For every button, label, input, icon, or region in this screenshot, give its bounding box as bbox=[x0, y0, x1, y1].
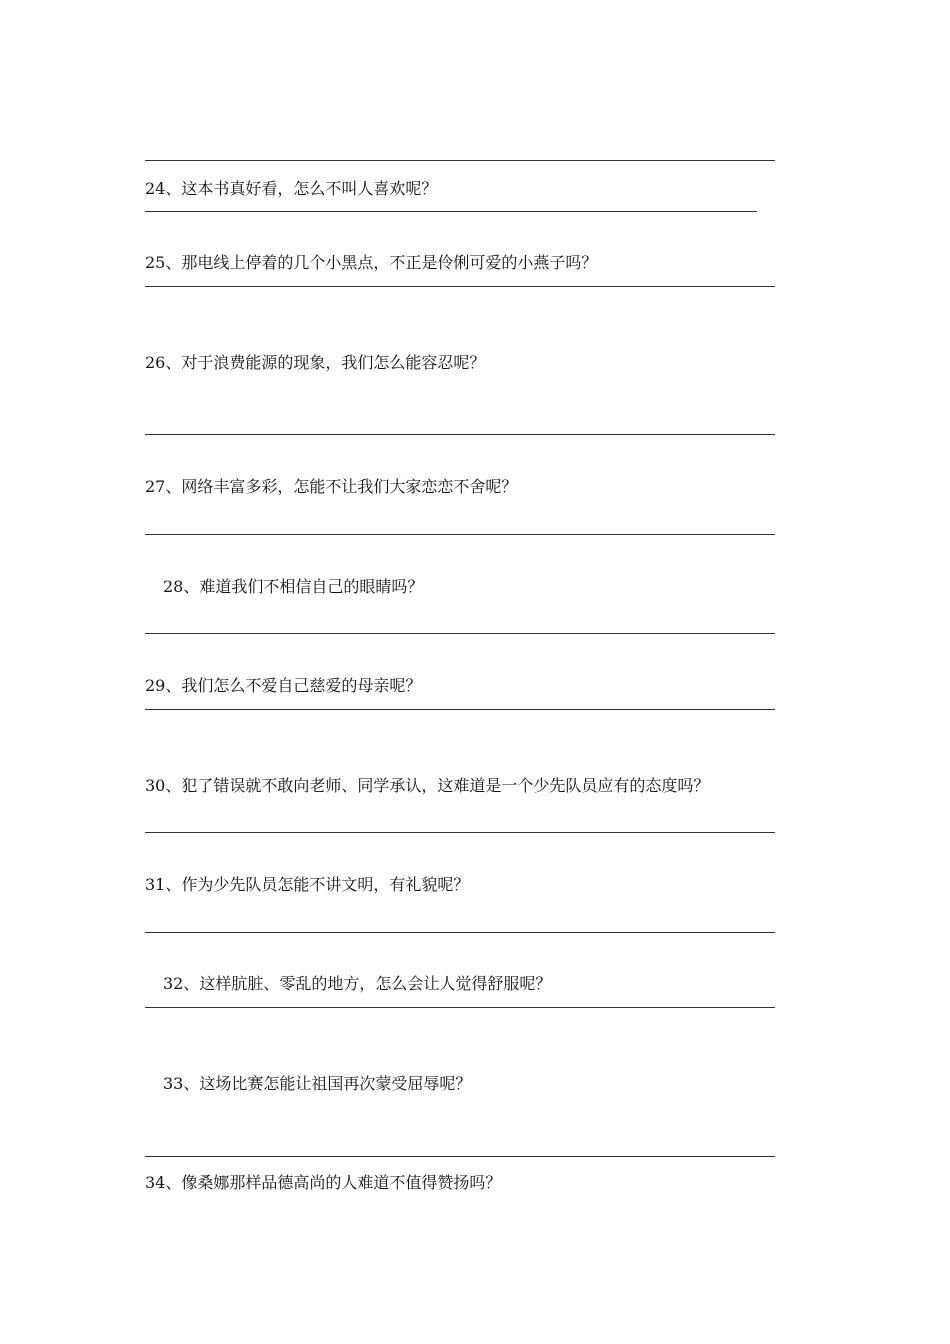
question-25: 25、那电线上停着的几个小黑点，不正是伶俐可爱的小燕子吗？ bbox=[145, 253, 598, 272]
question-32: 32、这样肮脏、零乱的地方，怎么会让人觉得舒服呢？ bbox=[163, 974, 552, 993]
question-24: 24、这本书真好看，怎么不叫人喜欢呢？ bbox=[145, 179, 438, 198]
answer-line bbox=[145, 534, 775, 535]
answer-line bbox=[145, 1007, 775, 1008]
question-34: 34、像桑娜那样品德高尚的人难道不值得赞扬吗？ bbox=[145, 1173, 502, 1192]
question-31: 31、作为少先队员怎能不讲文明，有礼貌呢？ bbox=[145, 875, 470, 894]
answer-line bbox=[145, 832, 775, 833]
answer-line bbox=[145, 1156, 775, 1157]
question-30: 30、犯了错误就不敢向老师、同学承认，这难道是一个少先队员应有的态度吗？ bbox=[145, 776, 710, 795]
answer-line bbox=[145, 160, 775, 161]
question-28: 28、难道我们不相信自己的眼睛吗？ bbox=[163, 577, 424, 596]
answer-line bbox=[145, 211, 757, 212]
question-27: 27、网络丰富多彩，怎能不让我们大家恋恋不舍呢？ bbox=[145, 477, 518, 496]
answer-line bbox=[145, 286, 775, 287]
question-29: 29、我们怎么不爱自己慈爱的母亲呢？ bbox=[145, 676, 422, 695]
answer-line bbox=[145, 932, 775, 933]
answer-line bbox=[145, 434, 775, 435]
question-26: 26、对于浪费能源的现象，我们怎么能容忍呢？ bbox=[145, 353, 486, 372]
answer-line bbox=[145, 633, 775, 634]
question-33: 33、这场比赛怎能让祖国再次蒙受屈辱呢？ bbox=[163, 1074, 472, 1093]
answer-line bbox=[145, 709, 775, 710]
